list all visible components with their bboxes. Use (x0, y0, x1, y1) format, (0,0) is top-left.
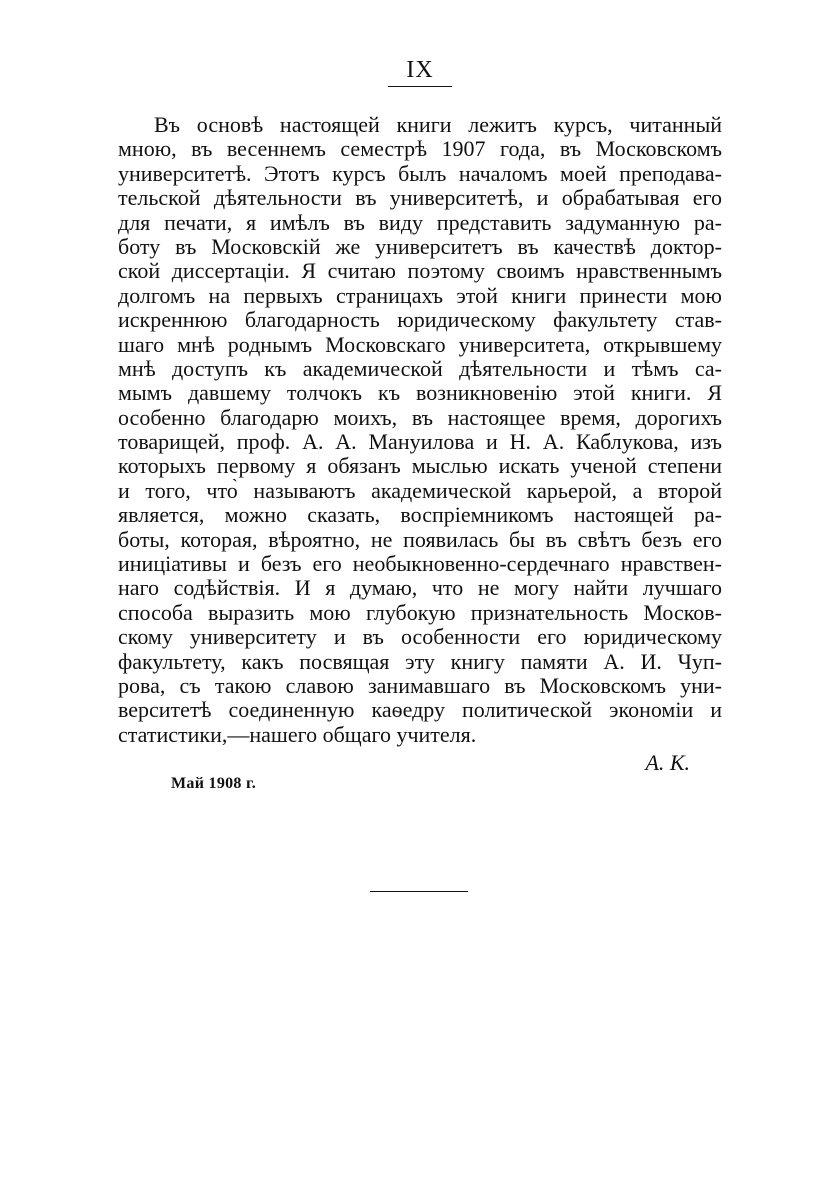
text-line: верситетѣ соединенную каѳедру политической экономіи и (118, 698, 722, 723)
text-line: боты, которая, вѣроятно, не появилась бы въ свѣтъ безъ его (118, 527, 722, 552)
section-end-rule (370, 891, 468, 892)
author-signature: А. К. (645, 750, 690, 775)
text-line: искреннюю благодарность юридическому факультету став- (118, 308, 722, 333)
text-line: Въ основѣ настоящей книги лежитъ курсъ, читанный (154, 113, 722, 137)
page-number-rule (388, 86, 452, 87)
preface-date: Май 1908 г. (171, 775, 257, 792)
text-line: и того, что̀ называютъ академической карьерой, а второй (118, 478, 722, 503)
text-line: скому университету и въ особенности его юридическому (118, 625, 722, 650)
text-line: мнѣ доступъ къ академической дѣятельности и тѣмъ са- (118, 356, 722, 381)
text-line: боту въ Московскій же университетъ въ качествѣ доктор- (118, 234, 722, 259)
text-line: статистики,—нашего общаго учителя. (118, 722, 477, 747)
page-number: IX (406, 57, 434, 83)
text-line: которыхъ первому я обязанъ мыслью искать ученой степени (118, 454, 722, 479)
text-line: наго содѣйствія. И я думаю, что не могу найти лучшаго (118, 576, 722, 601)
text-line: ской диссертаціи. Я считаю поэтому своимъ нравственнымъ (118, 259, 722, 284)
text-line: для печати, я имѣлъ въ виду представить задуманную ра- (118, 210, 722, 235)
text-line: мымъ давшему толчокъ къ возникновенію этой книги. Я (118, 381, 722, 406)
text-line: тельской дѣятельности въ университетѣ, и обрабатывая его (118, 186, 722, 211)
preface-paragraph (118, 113, 722, 747)
text-line: иниціативы и безъ его необыкновенно-сердечнаго нравствен- (118, 552, 722, 577)
text-line: университетѣ. Этотъ курсъ былъ началомъ моей преподава- (118, 161, 722, 186)
text-line: особенно благодарю моихъ, въ настоящее время, дорогихъ (118, 405, 722, 430)
text-line: товарищей, проф. А. А. Мануилова и Н. А. Каблукова, изъ (118, 430, 722, 455)
text-line: факультету, какъ посвящая эту книгу памяти А. И. Чуп- (118, 649, 722, 674)
page-header (0, 56, 840, 87)
text-line: шаго мнѣ роднымъ Московскаго университета, открывшему (118, 332, 722, 357)
text-line: мною, въ весеннемъ семестрѣ 1907 года, въ Московскомъ (118, 137, 722, 162)
text-line: рова, съ такою славою занимавшаго въ Московскомъ уни- (118, 673, 722, 698)
text-line: является, можно сказать, воспріемникомъ настоящей ра- (118, 503, 722, 528)
text-line: способа выразить мою глубокую признательность Москов- (118, 600, 722, 625)
text-line: долгомъ на первыхъ страницахъ этой книги принести мою (118, 283, 722, 308)
